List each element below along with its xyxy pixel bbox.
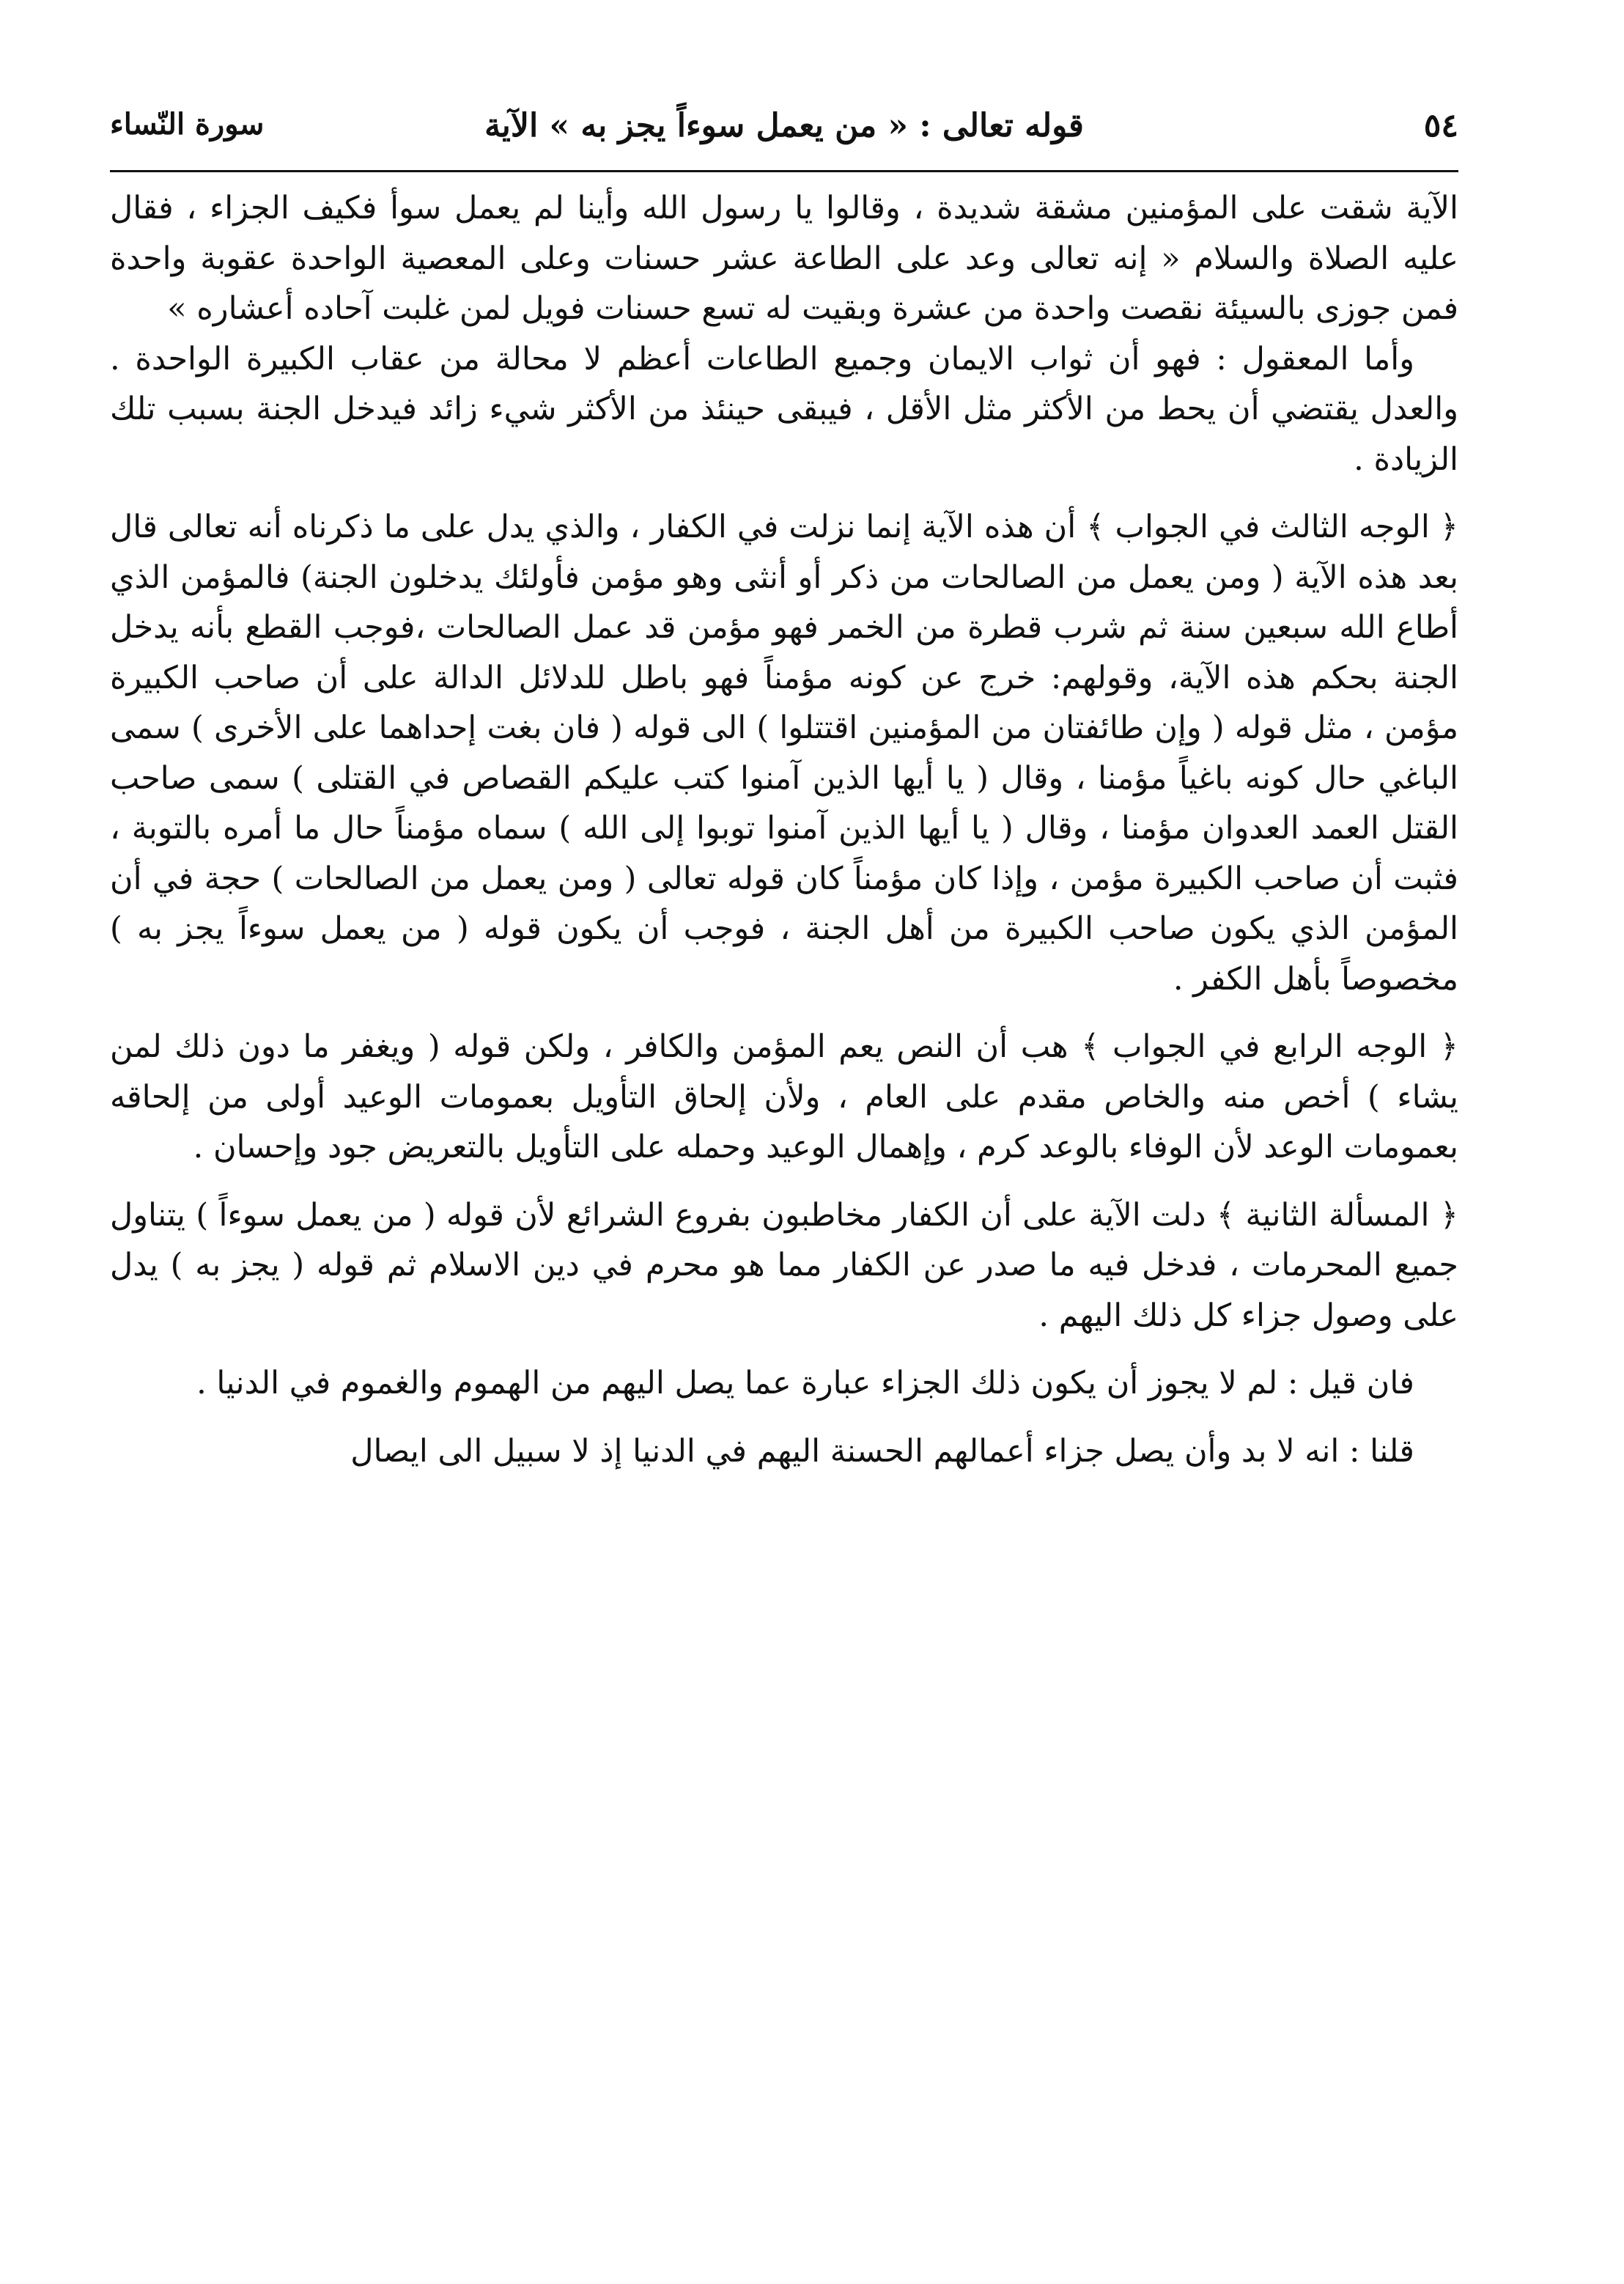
body-text: [110, 183, 1458, 2221]
paragraph-third-answer: ﴿ الوجه الثالث في الجواب ﴾ أن هذه الآية إنما نزلت في الكفار ، والذي يدل على ما ذكرناه أنه تعالى قال بعد هذه الآية ( ومن يعمل من الصالحات من ذكر أو أنثى وهو مؤمن فأولئك يدخلون الجنة) فالمؤمن الذي أطاع الله سبعين سنة ثم شرب قطرة من الخمر فهو مؤمن قد عمل الصالحات ،فوجب القطع بأنه يدخل الجنة بحكم هذه الآية، وقولهم: خرج عن كونه مؤمناً فهو باطل للدلائل الدالة على أن صاحب الكبيرة مؤمن ، مثل قوله ( وإن طائفتان من المؤمنين اقتتلوا ) الى قوله ( فان بغت إحداهما على الأخرى ) سمى الباغي حال كونه باغياً مؤمنا ، وقال ( يا أيها الذين آمنوا كتب عليكم القصاص في القتلى ) سمى صاحب القتل العمد العدوان مؤمنا ، وقال ( يا أيها الذين آمنوا توبوا إلى الله ) سماه مؤمناً حال ما أمره بالتوبة ، فثبت أن صاحب الكبيرة مؤمن ، وإذا كان مؤمناً كان قوله تعالى ( ومن يعمل من الصالحات ) حجة في أن المؤمن الذي يكون صاحب الكبيرة من أهل الجنة ، فوجب أن يكون قوله ( من يعمل سوءاً يجز به ) مخصوصاً بأهل الكفر .: [110, 509, 1458, 998]
paragraph-fourth-answer: ﴿ الوجه الرابع في الجواب ﴾ هب أن النص يعم المؤمن والكافر ، ولكن قوله ( ويغفر ما دون ذلك لمن يشاء ) أخص منه والخاص مقدم على العام ، ولأن إلحاق التأويل بعمومات الوعيد أولى من إلحاقه بعمومات الوعد لأن الوفاء بالوعد كرم ، وإهمال الوعيد وحمله على التأويل بالتعريض جود وإحسان .: [110, 1028, 1458, 1165]
page-header: [110, 103, 1458, 161]
header-divider: [110, 170, 1458, 172]
surah-name: سورة النّساء: [110, 107, 265, 141]
running-title: قوله تعالى : « من يعمل سوءاً يجز به » الآية: [484, 107, 1084, 144]
paragraph-rational-argument: وأما المعقول : فهو أن ثواب الايمان وجميع الطاعات أعظم لا محالة من عقاب الكبيرة الواحدة . والعدل يقتضي أن يحط من الأكثر مثل الأقل ، فيبقى حينئذ من الأكثر شيء زائد فيدخل الجنة بسبب تلك الزيادة .: [110, 340, 1458, 478]
paragraph-second-issue: ﴿ المسألة الثانية ﴾ دلت الآية على أن الكفار مخاطبون بفروع الشرائع لأن قوله ( من يعمل سوءاً ) يتناول جميع المحرمات ، فدخل فيه ما صدر عن الكفار مما هو محرم في دين الاسلام ثم قوله ( يجز به ) يدل على وصول جزاء كل ذلك اليهم .: [110, 1196, 1458, 1334]
paragraph-hadith: الآية شقت على المؤمنين مشقة شديدة ، وقالوا يا رسول الله وأينا لم يعمل سوأ فكيف الجزاء ، فقال عليه الصلاة والسلام « إنه تعالى وعد على الطاعة عشر حسنات وعلى المعصية الواحدة عقوبة واحدة فمن جوزى بالسيئة نقصت واحدة من عشرة وبقيت له تسع حسنات فويل لمن غلبت آحاده أعشاره »: [110, 190, 1458, 327]
paragraph-objection: فان قيل : لم لا يجوز أن يكون ذلك الجزاء عبارة عما يصل اليهم من الهموم والغموم في الدنيا .: [196, 1365, 1414, 1401]
page-number: ٥٤: [1423, 107, 1458, 144]
paragraph-reply: قلنا : انه لا بد وأن يصل جزاء أعمالهم الحسنة اليهم في الدنيا إذ لا سبيل الى ايصال: [350, 1432, 1414, 1470]
